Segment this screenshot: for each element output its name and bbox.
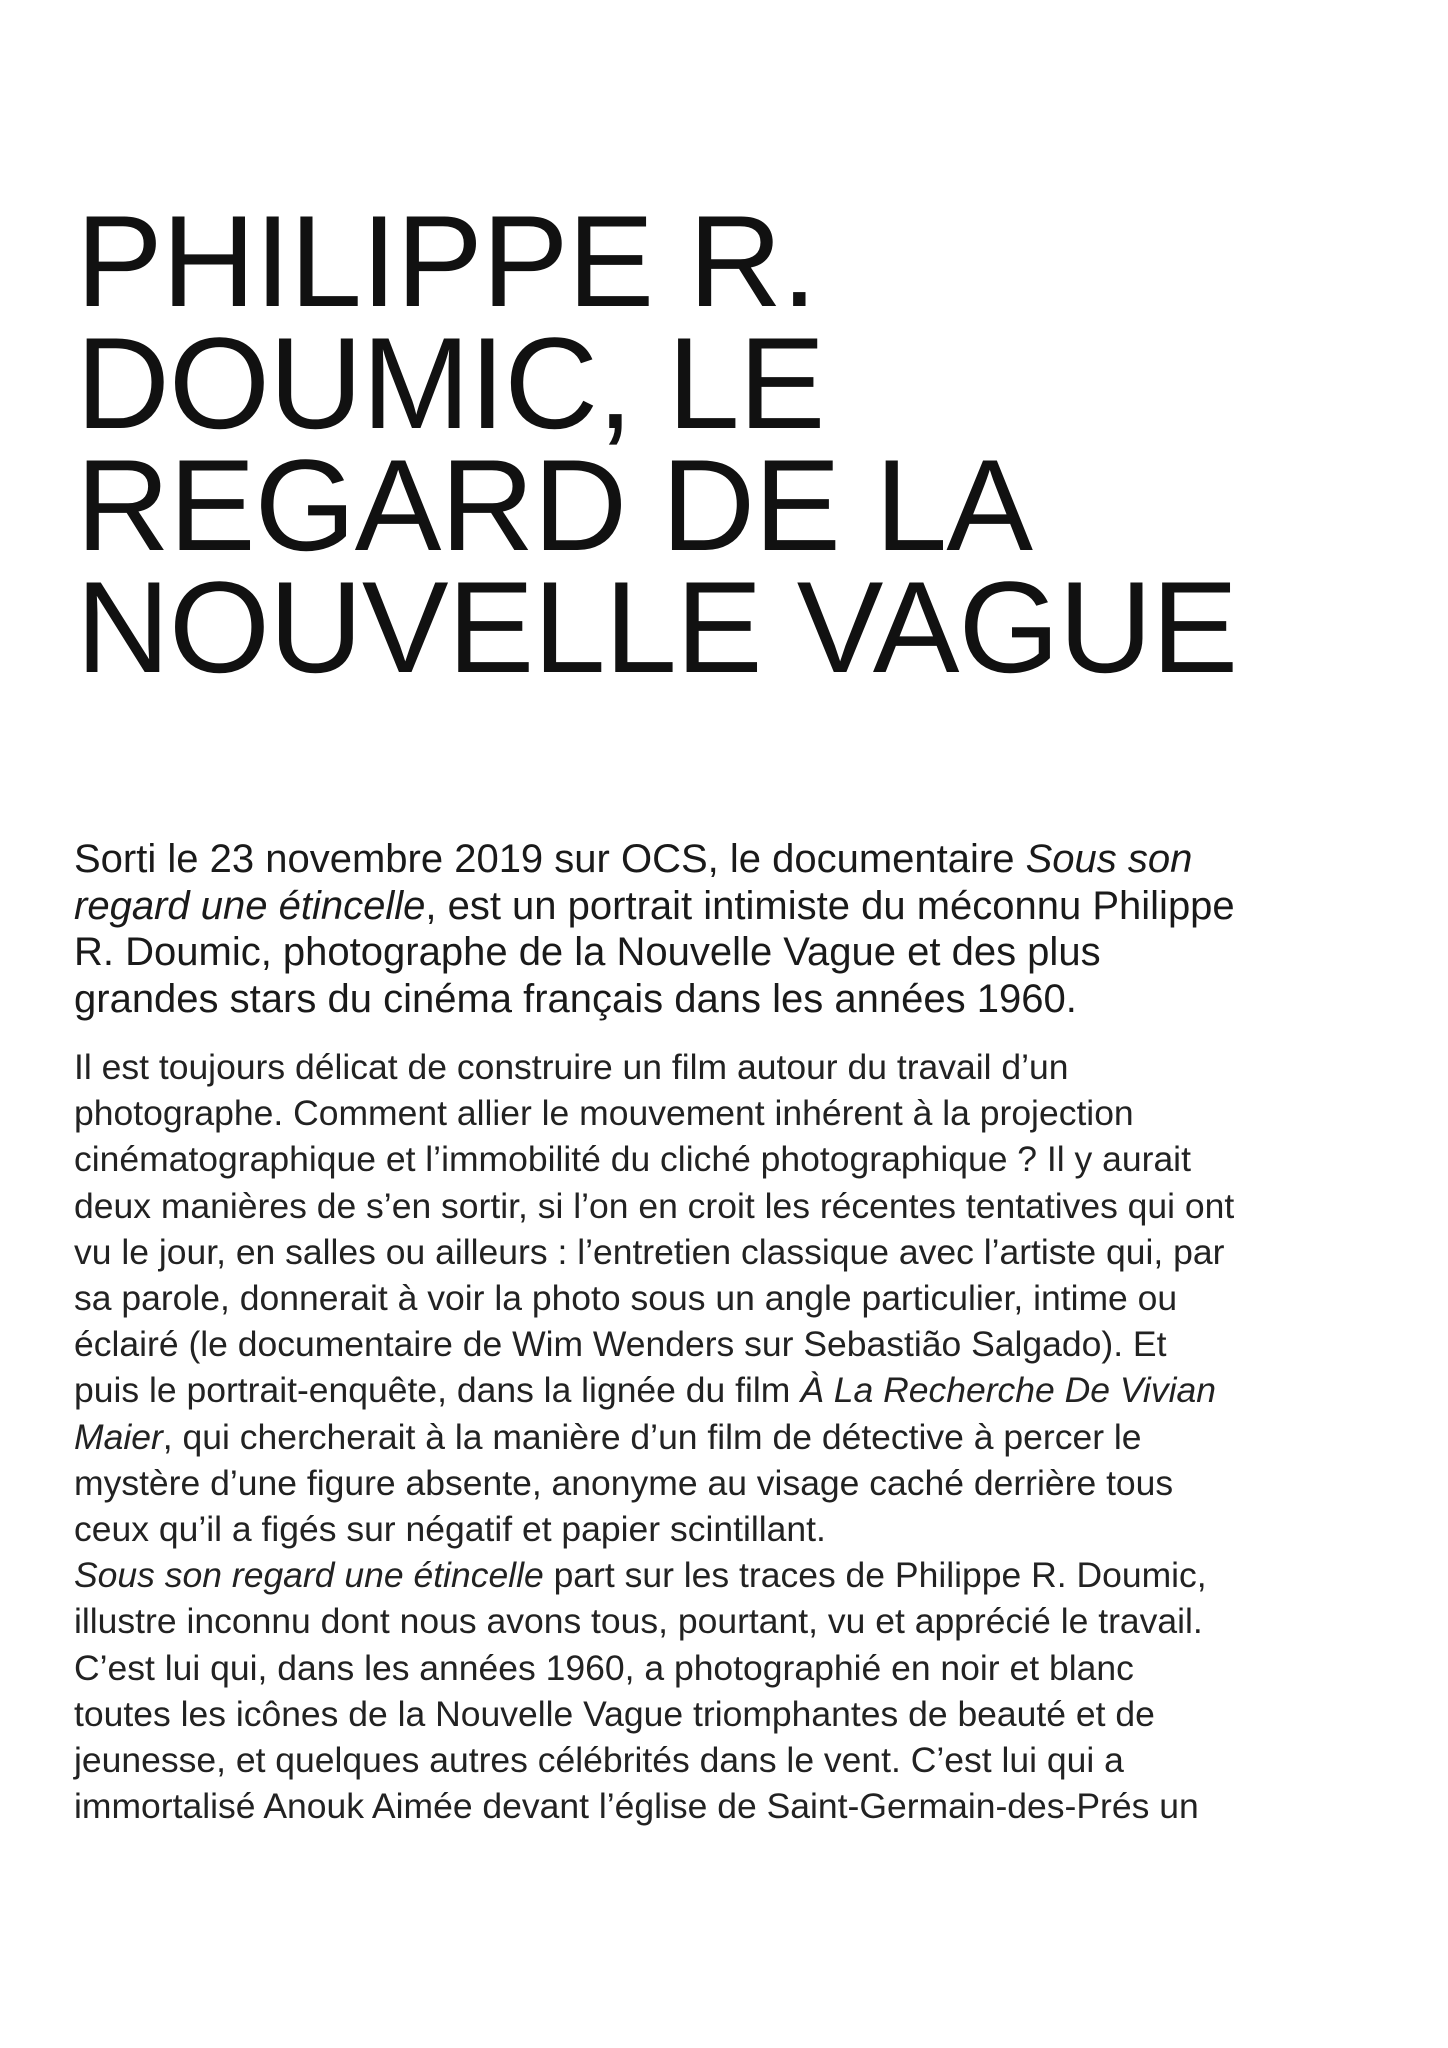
title-line: PHILIPPE R. — [76, 188, 817, 334]
film-title: regard une étincelle — [74, 883, 426, 928]
lead-line: grandes stars du cinéma français dans les années 1960. — [74, 976, 1077, 1021]
lead-text: , est un portrait intimiste du méconnu Philippe — [425, 883, 1235, 928]
body-line: jeunesse, et quelques autres célébrités dans le vent. C’est lui qui a — [74, 1740, 1124, 1781]
body-line: immortalisé Anouk Aimée devant l’église de Saint-Germain-des-Prés un — [74, 1786, 1199, 1827]
lead-line — [74, 836, 1404, 883]
body-text: , qui chercherait à la manière d’un film de détective à percer le — [162, 1416, 1142, 1457]
title-line: REGARD DE LA — [76, 432, 1033, 578]
lead-line: R. Doumic, photographe de la Nouvelle Vague et des plus — [74, 930, 1101, 974]
film-title: À La Recherche De Vivian — [800, 1370, 1216, 1411]
body-line — [74, 1414, 1404, 1460]
film-title: Sous son regard une étincelle — [74, 1555, 544, 1596]
body-line: cinématographique et l’immobilité du cliché photographique ? Il y aurait — [74, 1139, 1191, 1180]
body-line — [74, 1552, 1404, 1598]
body-line: toutes les icônes de la Nouvelle Vague triomphantes de beauté et de — [74, 1693, 1155, 1734]
body-line: éclairé (le documentaire de Wim Wenders sur Sebastião Salgado). Et — [74, 1324, 1167, 1365]
body-line: sa parole, donnerait à voir la photo sous un angle particulier, intime ou — [74, 1278, 1178, 1319]
lead-line — [74, 883, 1404, 930]
body-line: deux manières de s’en sortir, si l’on en croit les récentes tentatives qui ont — [74, 1185, 1235, 1226]
lead-text: Sorti le 23 novembre 2019 sur OCS, le documentaire — [74, 837, 1026, 881]
article-lead — [74, 836, 1404, 1022]
film-title: Sous son — [1025, 837, 1193, 881]
article-title — [76, 188, 1376, 700]
body-line: photographe. Comment allier le mouvement inhérent à la projection — [74, 1093, 1134, 1134]
body-line: Il est toujours délicat de construire un film autour du travail d’un — [74, 1047, 1069, 1087]
body-text: puis le portrait-enquête, dans la lignée du film — [74, 1370, 801, 1411]
body-line: C’est lui qui, dans les années 1960, a photographié en noir et blanc — [74, 1647, 1134, 1688]
title-line: DOUMIC, LE — [76, 310, 825, 456]
article-body — [74, 1044, 1404, 1829]
body-line: mystère d’une figure absente, anonyme au visage caché derrière tous — [74, 1462, 1174, 1503]
body-text: part sur les traces de Philippe R. Doumic, — [543, 1555, 1207, 1596]
body-line: illustre inconnu dont nous avons tous, pourtant, vu et apprécié le travail. — [74, 1601, 1203, 1642]
body-line: ceux qu’il a figés sur négatif et papier scintillant. — [74, 1509, 826, 1550]
body-line: vu le jour, en salles ou ailleurs : l’entretien classique avec l’artiste qui, par — [74, 1231, 1225, 1272]
film-title: Maier — [74, 1416, 163, 1457]
title-line: NOUVELLE VAGUE — [76, 554, 1238, 700]
body-line — [74, 1367, 1404, 1413]
